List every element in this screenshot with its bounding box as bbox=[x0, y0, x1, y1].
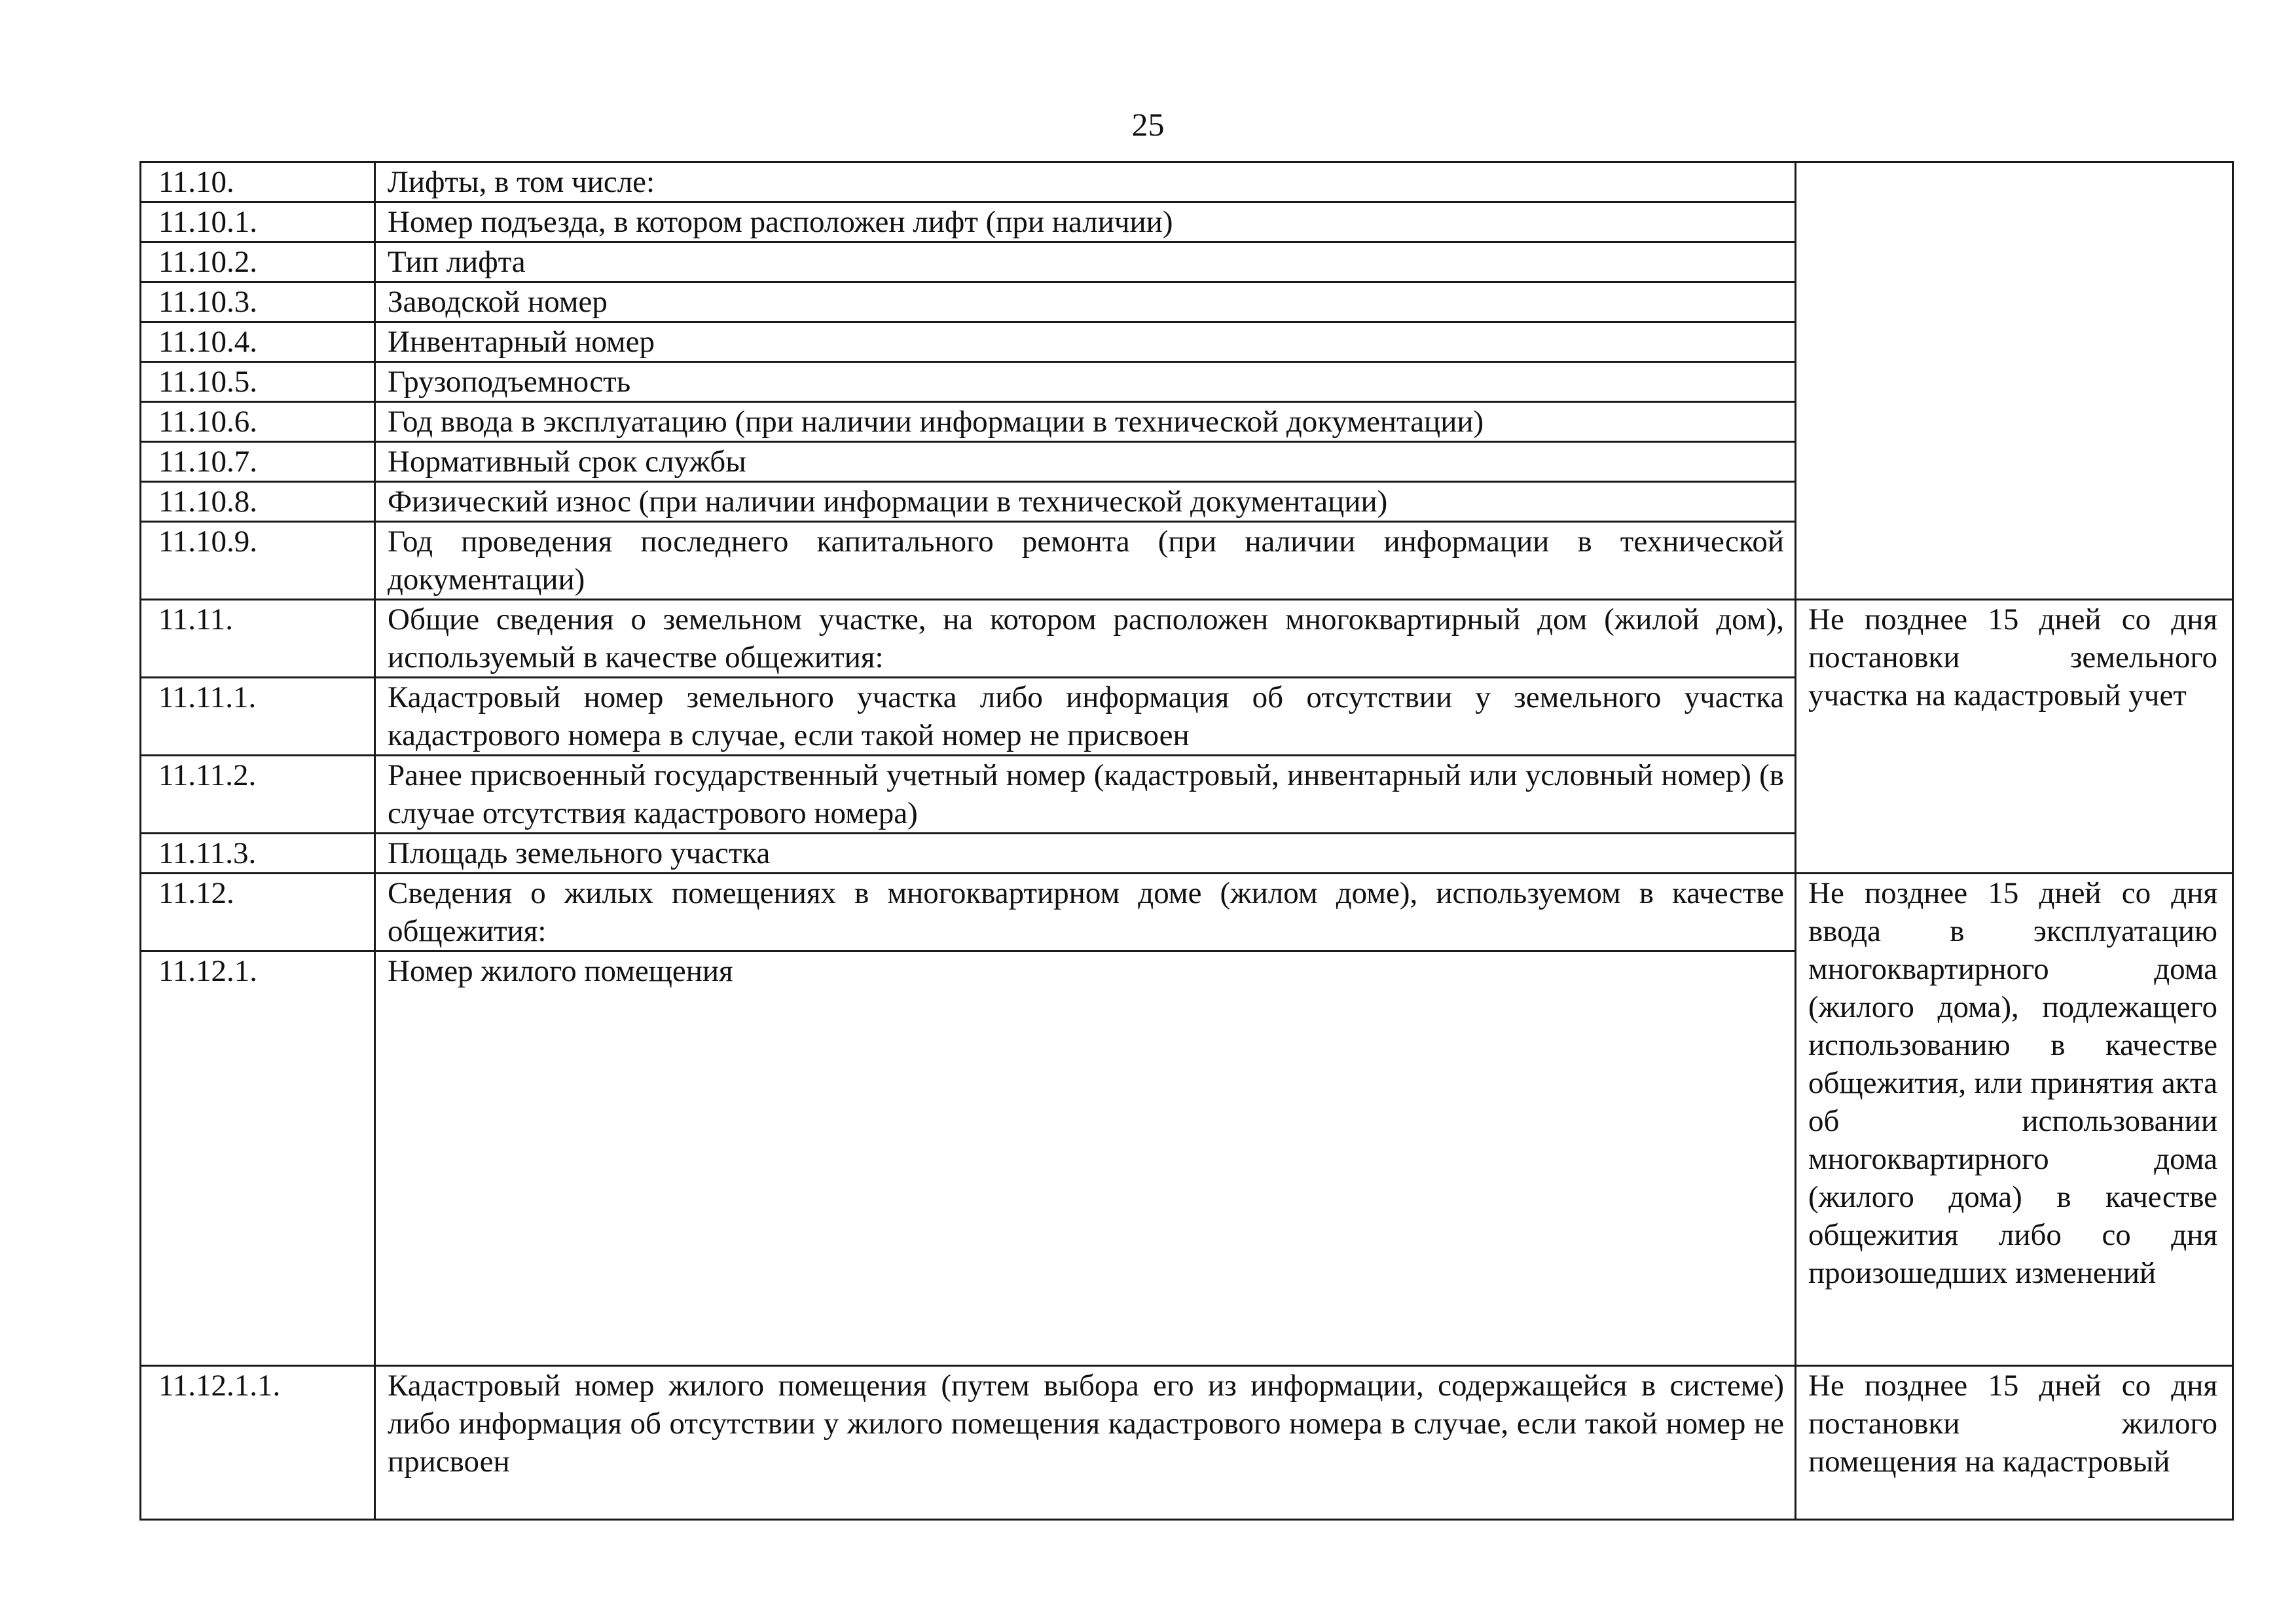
requirements-table bbox=[139, 161, 2234, 1521]
deadline-cell-empty bbox=[1796, 162, 2233, 600]
row-number: 11.10.4. bbox=[141, 322, 375, 362]
table-row bbox=[141, 874, 2233, 951]
row-number: 11.12. bbox=[141, 874, 375, 951]
row-number: 11.10.1. bbox=[141, 202, 375, 242]
row-description: Сведения о жилых помещениях в многоквартирном доме (жилом доме), используемом в качестве общежития: bbox=[375, 874, 1796, 951]
row-description: Физический износ (при наличии информации в технической документации) bbox=[375, 482, 1796, 522]
row-number: 11.10.2. bbox=[141, 242, 375, 282]
row-description: Номер жилого помещения bbox=[375, 951, 1796, 1366]
deadline-premises-cadastral: Не позднее 15 дней со дня постановки жилого помещения на кадастровый bbox=[1796, 1366, 2233, 1520]
row-number: 11.10.5. bbox=[141, 362, 375, 402]
row-number: 11.10.6. bbox=[141, 402, 375, 442]
row-description: Заводской номер bbox=[375, 282, 1796, 322]
row-description: Год ввода в эксплуатацию (при наличии информации в технической документации) bbox=[375, 402, 1796, 442]
table-row bbox=[141, 162, 2233, 202]
table-row bbox=[141, 600, 2233, 678]
row-description: Кадастровый номер жилого помещения (путем выбора его из информации, содержащейся в системе) либо информация об отсутствии у жилого помещения кадастрового номера в случае, если такой номер не присвоен bbox=[375, 1366, 1796, 1520]
deadline-residential-premises: Не позднее 15 дней со дня ввода в эксплуатацию многоквартирного дома (жилого дома), подлежащего использованию в качестве общежития, или принятия акта об использовании многоквартирного дома (жилого дома) в качестве общежития либо со дня произошедших изменений bbox=[1796, 874, 2233, 1366]
row-description: Грузоподъемность bbox=[375, 362, 1796, 402]
row-number: 11.10. bbox=[141, 162, 375, 202]
row-number: 11.11.1. bbox=[141, 678, 375, 756]
row-description: Инвентарный номер bbox=[375, 322, 1796, 362]
row-description: Площадь земельного участка bbox=[375, 834, 1796, 874]
row-number: 11.12.1.1. bbox=[141, 1366, 375, 1520]
row-number: 11.11. bbox=[141, 600, 375, 678]
row-description: Лифты, в том числе: bbox=[375, 162, 1796, 202]
row-number: 11.10.9. bbox=[141, 522, 375, 600]
row-description: Номер подъезда, в котором расположен лифт (при наличии) bbox=[375, 202, 1796, 242]
row-number: 11.10.7. bbox=[141, 442, 375, 482]
row-number: 11.10.8. bbox=[141, 482, 375, 522]
row-number: 11.11.3. bbox=[141, 834, 375, 874]
row-description: Нормативный срок службы bbox=[375, 442, 1796, 482]
row-description: Год проведения последнего капитального ремонта (при наличии информации в технической документации) bbox=[375, 522, 1796, 600]
row-description: Ранее присвоенный государственный учетный номер (кадастровый, инвентарный или условный номер) (в случае отсутствия кадастрового номера) bbox=[375, 756, 1796, 834]
row-number: 11.10.3. bbox=[141, 282, 375, 322]
row-number: 11.12.1. bbox=[141, 951, 375, 1366]
row-description: Тип лифта bbox=[375, 242, 1796, 282]
page-number: 25 bbox=[1131, 106, 1165, 143]
row-description: Кадастровый номер земельного участка либо информация об отсутствии у земельного участка кадастрового номера в случае, если такой номер не присвоен bbox=[375, 678, 1796, 756]
row-description: Общие сведения о земельном участке, на котором расположен многоквартирный дом (жилой дом), используемый в качестве общежития: bbox=[375, 600, 1796, 678]
row-number: 11.11.2. bbox=[141, 756, 375, 834]
deadline-land-plot: Не позднее 15 дней со дня постановки земельного участка на кадастровый учет bbox=[1796, 600, 2233, 874]
table-row bbox=[141, 1366, 2233, 1520]
